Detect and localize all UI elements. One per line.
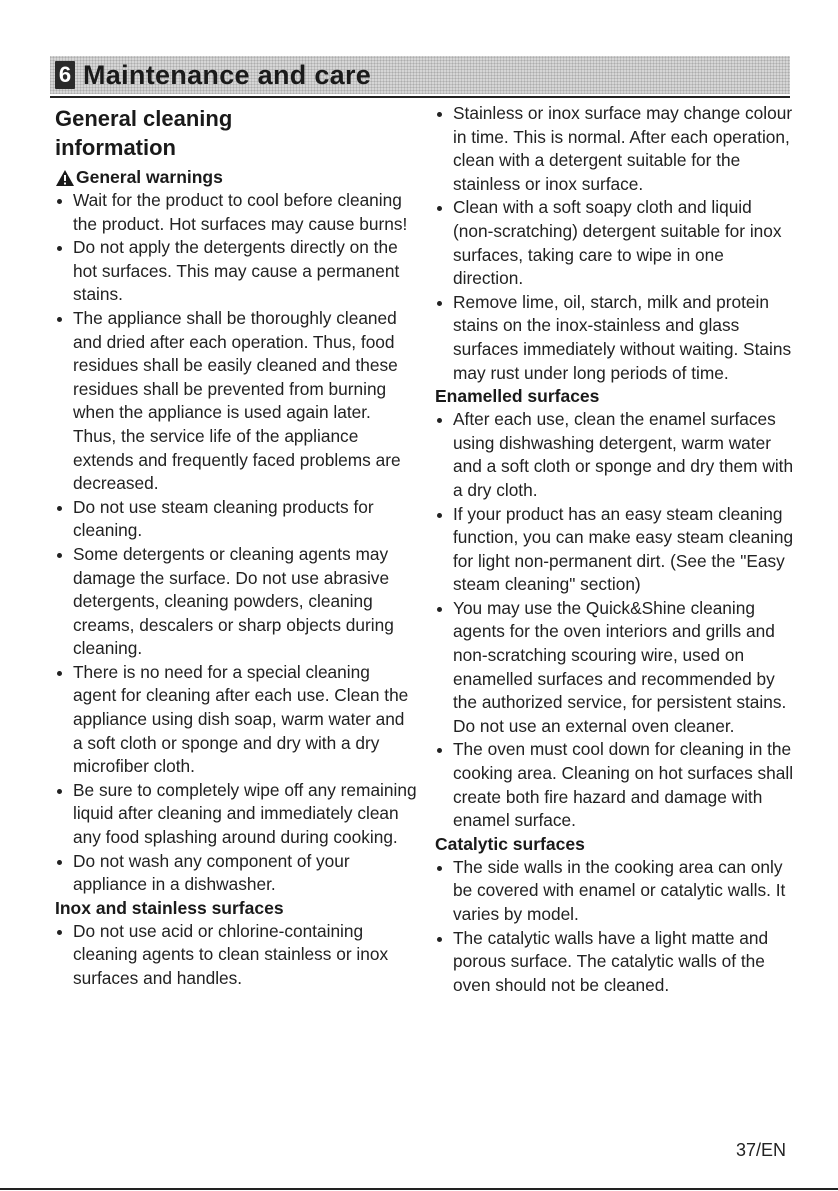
list-item: Remove lime, oil, starch, milk and protein stains on the inox-stainless and glass surfaces immediately without waiting. Stains may rust under long periods of time. [435, 291, 795, 385]
catalytic-list [435, 856, 795, 998]
inox-list [55, 920, 417, 991]
list-item: Be sure to completely wipe off any remaining liquid after cleaning and immediately clean any food splashing around during cooking. [55, 779, 417, 850]
heading-line-1: General cleaning [55, 106, 233, 131]
list-item: Do not apply the detergents directly on the hot surfaces. This may cause a permanent stains. [55, 236, 417, 307]
list-item: Some detergents or cleaning agents may damage the surface. Do not use abrasive detergents, cleaning powders, cleaning creams, descalers or sharp objects during cleaning. [55, 543, 417, 661]
catalytic-heading: Catalytic surfaces [435, 833, 585, 854]
general-warnings-label: General warnings [76, 167, 223, 187]
list-item: Do not use acid or chlorine-containing cleaning agents to clean stainless or inox surfaces and handles. [55, 920, 417, 991]
warning-triangle-icon [55, 169, 75, 187]
inox-list-continued [435, 102, 795, 385]
list-item: Clean with a soft soapy cloth and liquid (non-scratching) detergent suitable for inox surfaces, taking care to wipe in one direction. [435, 196, 795, 290]
enamelled-list [435, 408, 795, 833]
enamelled-heading: Enamelled surfaces [435, 386, 600, 407]
list-item: If your product has an easy steam cleaning function, you can make easy steam cleaning for light non-permanent dirt. (See the "Easy steam cleaning" section) [435, 503, 795, 597]
section-number-badge: 6 [55, 61, 75, 89]
general-cleaning-heading [55, 104, 417, 162]
general-warnings-heading [55, 166, 417, 189]
general-warnings-list [55, 189, 417, 897]
list-item: There is no need for a special cleaning agent for cleaning after each use. Clean the appliance using dish soap, warm water and a soft cloth or sponge and dry with a dry microfiber cloth. [55, 661, 417, 779]
header-divider [50, 96, 790, 98]
inox-heading: Inox and stainless surfaces [55, 897, 284, 918]
list-item: Wait for the product to cool before cleaning the product. Hot surfaces may cause burns! [55, 189, 417, 236]
left-column [55, 104, 417, 991]
list-item: Do not wash any component of your appliance in a dishwasher. [55, 850, 417, 897]
page-number: 37/EN [735, 1140, 786, 1160]
section-title: Maintenance and care [83, 60, 372, 90]
list-item: You may use the Quick&Shine cleaning agents for the oven interiors and grills and non-scratching scouring wire, used on enamelled surfaces and recommended by the authorized service, for persistent stains. Do not use an external oven cleaner. [435, 597, 795, 739]
list-item: The oven must cool down for cleaning in the cooking area. Cleaning on hot surfaces shall create both fire hazard and damage with enamel surface. [435, 738, 795, 832]
heading-line-2: information [55, 135, 176, 160]
list-item: Do not use steam cleaning products for cleaning. [55, 496, 417, 543]
list-item: The catalytic walls have a light matte and porous surface. The catalytic walls of the oven should not be cleaned. [435, 927, 795, 998]
list-item: After each use, clean the enamel surfaces using dishwashing detergent, warm water and a soft cloth or sponge and dry them with a dry cloth. [435, 408, 795, 502]
list-item: The side walls in the cooking area can only be covered with enamel or catalytic walls. It varies by model. [435, 856, 795, 927]
footer-divider [0, 1188, 838, 1190]
list-item: The appliance shall be thoroughly cleaned and dried after each operation. Thus, food residues shall be easily cleaned and these residues shall be prevented from burning when the appliance is used again later. Thus, the service life of the appliance extends and frequently faced problems are decreased. [55, 307, 417, 496]
list-item: Stainless or inox surface may change colour in time. This is normal. After each operation, clean with a detergent suitable for the stainless or inox surface. [435, 102, 795, 196]
right-column [435, 102, 795, 997]
